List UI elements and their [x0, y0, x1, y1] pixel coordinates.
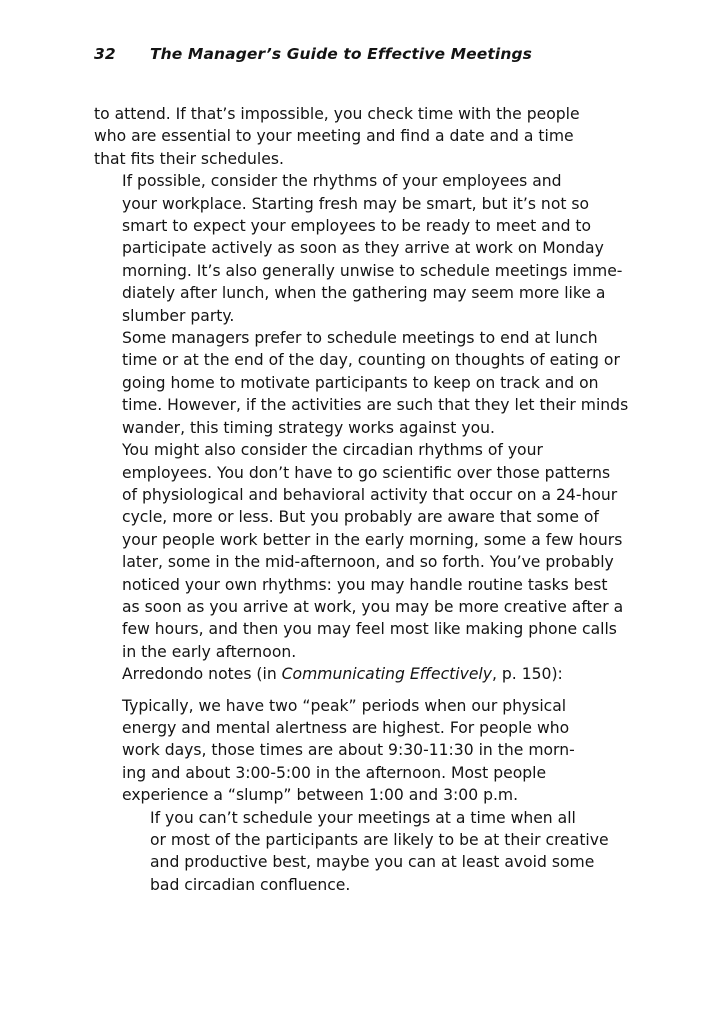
paragraph	[94, 103, 611, 170]
quote-paragraph	[122, 695, 611, 807]
text-line: diately after lunch, when the gathering may seem more like a	[122, 284, 606, 303]
paragraph	[94, 439, 624, 663]
text-line: work days, those times are about 9:30-11:30 in the morn-	[122, 741, 575, 760]
text-line: bad circadian confluence.	[150, 875, 351, 894]
text-line: or most of the participants are likely to be at their creative	[150, 831, 609, 849]
text-line: going home to motivate participants to keep on track and on	[122, 373, 599, 392]
page-number: 32	[94, 45, 116, 63]
text-line: of physiological and behavioral activity that occur on a 24-hour	[122, 485, 618, 504]
text-line: slumber party.	[122, 306, 235, 325]
paragraph	[94, 170, 623, 327]
text-line: If possible, consider the rhythms of your employees and	[122, 172, 562, 191]
running-head	[94, 45, 532, 63]
text-line: later, some in the mid-afternoon, and so forth. You’ve probably	[122, 553, 614, 572]
text-line: to attend. If that’s impossible, you check time with the people	[94, 105, 580, 123]
block-quote	[122, 695, 611, 897]
text-line: few hours, and then you may feel most like making phone calls	[122, 620, 617, 639]
text-line: noticed your own rhythms: you may handle routine tasks best	[122, 575, 608, 594]
text-line: morning. It’s also generally unwise to schedule meetings imme-	[122, 261, 623, 280]
paragraph	[94, 663, 611, 685]
text-line: If you can’t schedule your meetings at a time when all	[150, 808, 576, 827]
text-line: that fits their schedules.	[94, 149, 284, 168]
paragraph	[94, 327, 629, 439]
text-line: experience a “slump” between 1:00 and 3:00 p.m.	[122, 786, 519, 805]
citation-page: , p. 150):	[491, 665, 563, 684]
text-line: as soon as you arrive at work, you may be more creative after a	[122, 597, 624, 616]
text-line: and productive best, maybe you can at least avoid some	[150, 853, 595, 872]
body-text	[94, 103, 629, 896]
text-line: your workplace. Starting fresh may be smart, but it’s not so	[122, 194, 590, 213]
text-line: energy and mental alertness are highest. For people who	[122, 718, 570, 737]
book-title: The Manager’s Guide to Effective Meetings	[150, 45, 532, 63]
text-line: time. However, if the activities are such that they let their minds	[122, 396, 629, 415]
citation-intro: Arredondo notes (in	[122, 665, 282, 684]
text-line: Typically, we have two “peak” periods when our physical	[122, 696, 567, 715]
text-line: Some managers prefer to schedule meetings to end at lunch	[122, 329, 598, 348]
text-line: smart to expect your employees to be ready to meet and to	[122, 217, 592, 236]
text-line: ing and about 3:00-5:00 in the afternoon. Most people	[122, 763, 547, 782]
text-line: You might also consider the circadian rhythms of your	[122, 441, 543, 460]
text-line: cycle, more or less. But you probably are aware that some of	[122, 508, 599, 527]
text-line: wander, this timing strategy works against you.	[122, 418, 495, 437]
text-line: employees. You don’t have to go scientific over those patterns	[122, 463, 611, 482]
text-line: in the early afternoon.	[122, 642, 297, 661]
text-line: who are essential to your meeting and find a date and a time	[94, 127, 574, 146]
quote-paragraph	[122, 807, 611, 897]
text-line: your people work better in the early morning, some a few hours	[122, 530, 623, 549]
text-line: participate actively as soon as they arrive at work on Monday	[122, 239, 604, 258]
text-line: time or at the end of the day, counting on thoughts of eating or	[122, 351, 620, 370]
cited-book-title: Communicating Effectively	[281, 665, 492, 684]
